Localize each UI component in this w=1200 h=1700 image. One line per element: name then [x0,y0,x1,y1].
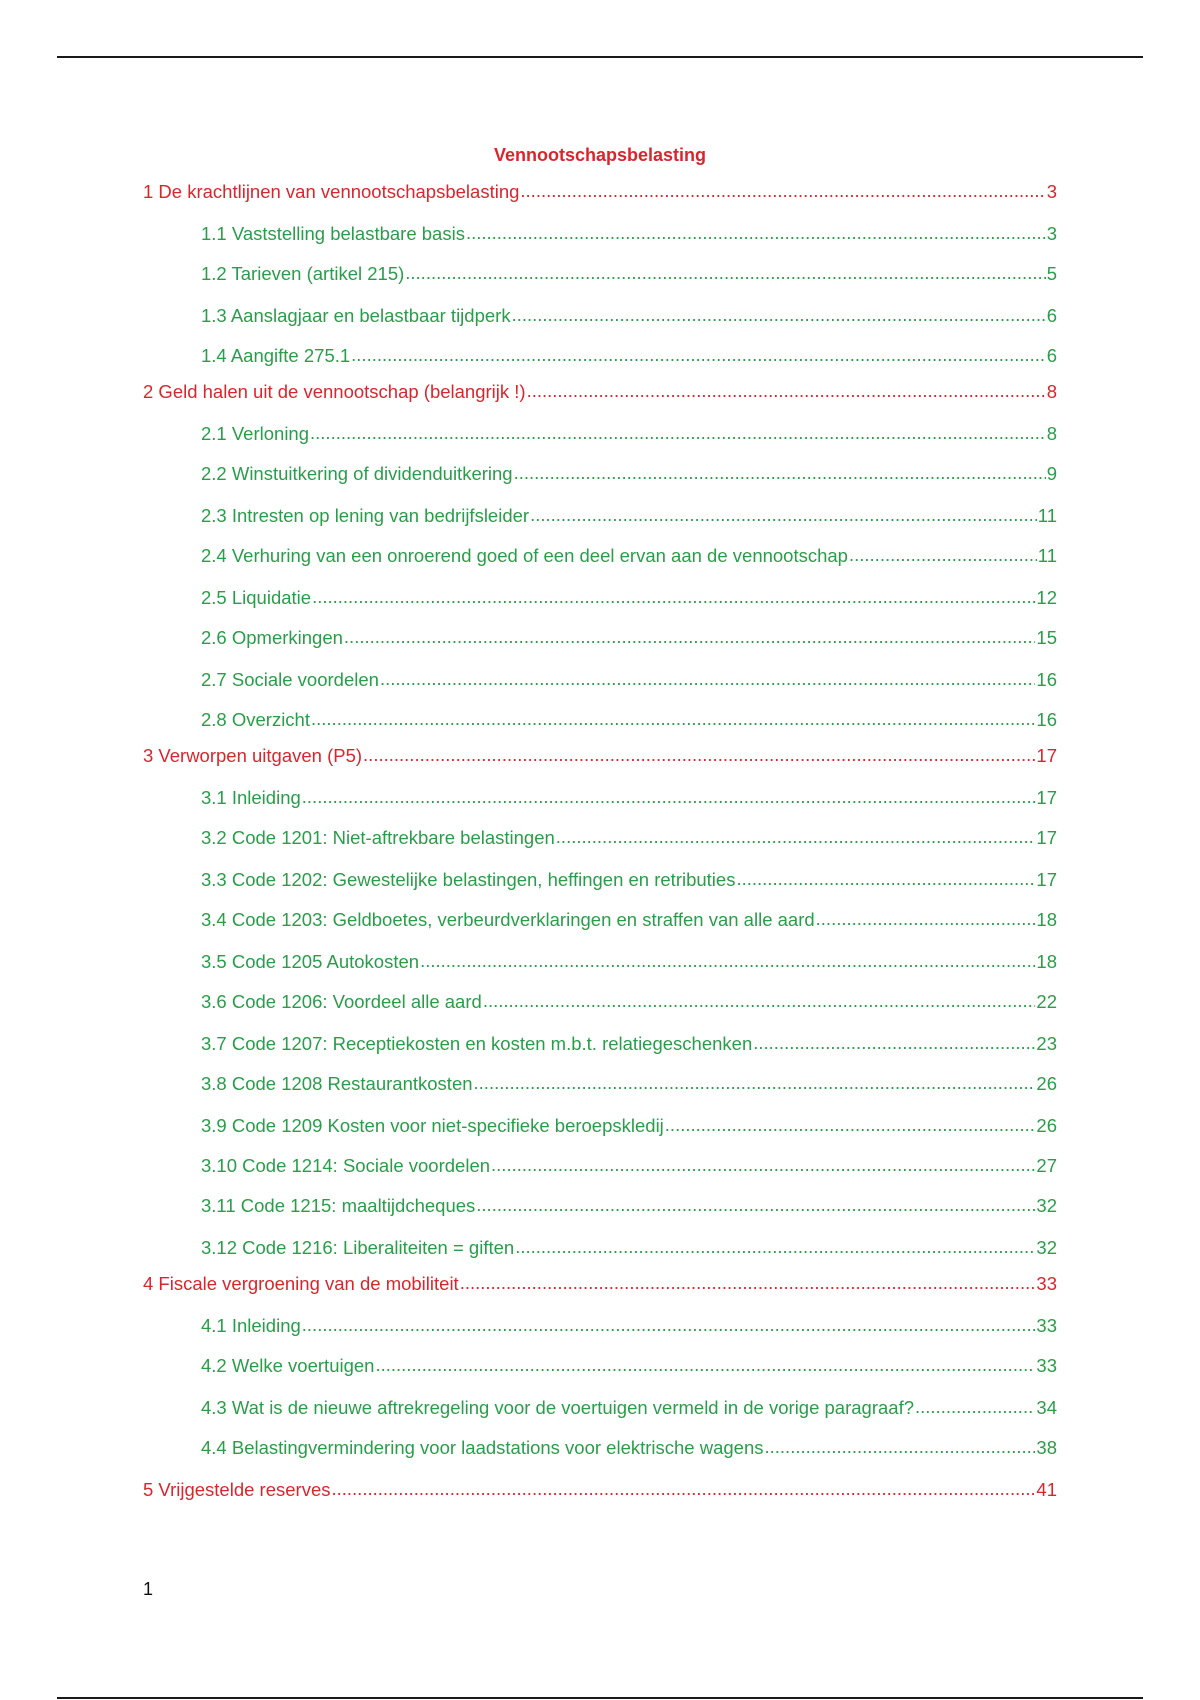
toc-entry-page-number: 34 [1036,1397,1057,1418]
toc-section-entry[interactable] [201,668,1057,692]
toc-dot-leader [331,1477,1035,1501]
toc-dot-leader [556,825,1036,849]
toc-dot-leader [380,667,1035,691]
toc-dot-leader [474,1071,1036,1095]
toc-entry-label: 4.4 Belastingvermindering voor laadstations voor elektrische wagens [201,1437,764,1458]
toc-entry-label: 5 Vrijgestelde reserves [143,1479,331,1500]
toc-entry-label: 3 Verworpen uitgaven (P5) [143,745,363,766]
toc-section-entry[interactable] [201,462,1057,486]
toc-entry-label: 1.3 Aanslagjaar en belastbaar tijdperk [201,305,511,326]
toc-section-entry[interactable] [201,826,1057,850]
toc-section-entry[interactable] [201,1314,1057,1338]
toc-entry-page-number: 22 [1036,991,1057,1012]
toc-entry-page-number: 8 [1046,423,1057,444]
toc-entry-page-number: 16 [1036,669,1057,690]
toc-dot-leader [310,421,1046,445]
toc-entry-page-number: 23 [1036,1033,1057,1054]
toc-entry-label: 3.2 Code 1201: Niet-aftrekbare belastingen [201,827,555,848]
toc-entry-page-number: 15 [1036,627,1057,648]
toc-entry-page-number: 32 [1036,1237,1057,1258]
toc-entry-page-number: 18 [1036,951,1057,972]
toc-entry-label: 1.2 Tarieven (artikel 215) [201,263,405,284]
toc-section-entry[interactable] [201,1032,1057,1056]
toc-section-entry[interactable] [201,262,1057,286]
toc-dot-leader [405,261,1045,285]
toc-dot-leader [527,379,1046,403]
toc-dot-leader [665,1113,1036,1137]
toc-dot-leader [515,1235,1035,1259]
toc-entry-page-number: 26 [1036,1073,1057,1094]
toc-section-entry[interactable] [201,544,1057,568]
toc-entry-page-number: 11 [1037,545,1057,566]
toc-dot-leader [520,179,1045,203]
toc-section-entry[interactable] [201,504,1057,528]
toc-section-entry[interactable] [201,1154,1057,1178]
toc-entry-page-number: 6 [1046,305,1057,326]
toc-dot-leader [302,785,1036,809]
toc-dot-leader [311,707,1035,731]
toc-section-entry[interactable] [201,908,1057,932]
toc-dot-leader [312,585,1035,609]
toc-entry-label: 2.7 Sociale voordelen [201,669,379,690]
toc-entry-label: 3.8 Code 1208 Restaurantkosten [201,1073,473,1094]
toc-section-entry[interactable] [201,422,1057,446]
toc-section-entry[interactable] [201,1354,1057,1378]
toc-entry-page-number: 6 [1046,345,1057,366]
toc-entry-label: 2.5 Liquidatie [201,587,312,608]
toc-section-entry[interactable] [201,1436,1057,1460]
toc-entry-page-number: 32 [1036,1195,1057,1216]
toc-section-entry[interactable] [201,708,1057,732]
toc-entry-page-number: 3 [1046,181,1057,202]
toc-entry-label: 3.5 Code 1205 Autokosten [201,951,420,972]
toc-dot-leader [420,949,1035,973]
toc-section-entry[interactable] [201,868,1057,892]
toc-entry-page-number: 17 [1036,745,1057,766]
page-number: 1 [143,1579,154,1599]
header-rule [57,56,1143,58]
toc-entry-page-number: 17 [1036,787,1057,808]
toc-dot-leader [363,743,1035,767]
toc-entry-page-number: 11 [1037,505,1057,526]
toc-chapter-entry[interactable] [143,180,1057,204]
toc-entry-label: 4.3 Wat is de nieuwe aftrekregeling voor de voertuigen vermeld in de vorige paragraaf? [201,1397,914,1418]
toc-section-entry[interactable] [201,786,1057,810]
toc-entry-label: 3.11 Code 1215: maaltijdcheques [201,1195,476,1216]
toc-chapter-entry[interactable] [143,744,1057,768]
toc-dot-leader [753,1031,1035,1055]
toc-entry-page-number: 27 [1036,1155,1057,1176]
toc-entry-page-number: 17 [1036,869,1057,890]
toc-entry-label: 4.1 Inleiding [201,1315,301,1336]
toc-entry-page-number: 41 [1036,1479,1057,1500]
toc-entry-label: 3.10 Code 1214: Sociale voordelen [201,1155,491,1176]
toc-entry-label: 2.6 Opmerkingen [201,627,343,648]
toc-section-entry[interactable] [201,586,1057,610]
toc-entry-label: 3.3 Code 1202: Gewestelijke belastingen, heffingen en retributies [201,869,736,890]
toc-dot-leader [816,907,1036,931]
toc-entry-label: 3.9 Code 1209 Kosten voor niet-specifieke beroepskledij [201,1115,664,1136]
toc-entry-page-number: 33 [1036,1315,1057,1336]
toc-entry-label: 1.4 Aangifte 275.1 [201,345,351,366]
toc-entry-page-number: 3 [1046,223,1057,244]
toc-entry-label: 3.12 Code 1216: Liberaliteiten = giften [201,1237,515,1258]
toc-dot-leader [460,1271,1036,1295]
toc-section-entry[interactable] [201,344,1057,368]
toc-section-entry[interactable] [201,990,1057,1014]
toc-dot-leader [736,867,1035,891]
toc-entry-label: 3.1 Inleiding [201,787,301,808]
toc-chapter-entry[interactable] [143,1272,1057,1296]
toc-dot-leader [466,221,1046,245]
toc-entry-page-number: 16 [1036,709,1057,730]
toc-entry-page-number: 5 [1046,263,1057,284]
toc-entry-label: 3.4 Code 1203: Geldboetes, verbeurdverklaringen en straffen van alle aard [201,909,815,930]
toc-section-entry[interactable] [201,1114,1057,1138]
toc-entry-page-number: 17 [1036,827,1057,848]
toc-section-entry[interactable] [201,1236,1057,1260]
toc-entry-label: 3.7 Code 1207: Receptiekosten en kosten m.b.t. relatiegeschenken [201,1033,753,1054]
toc-entry-page-number: 33 [1036,1273,1057,1294]
toc-entry-label: 4 Fiscale vergroening van de mobiliteit [143,1273,459,1294]
toc-entry-label: 2.2 Winstuitkering of dividenduitkering [201,463,513,484]
toc-section-entry[interactable] [201,626,1057,650]
toc-dot-leader [491,1153,1035,1177]
toc-entry-page-number: 18 [1036,909,1057,930]
toc-entry-label: 2.8 Overzicht [201,709,310,730]
toc-section-entry[interactable] [201,304,1057,328]
toc-dot-leader [375,1353,1035,1377]
toc-dot-leader [351,343,1046,367]
toc-section-entry[interactable] [201,222,1057,246]
toc-chapter-entry[interactable] [143,1478,1057,1502]
toc-dot-leader [514,461,1046,485]
toc-entry-label: 1 De krachtlijnen van vennootschapsbelasting [143,181,520,202]
document-title: Vennootschapsbelasting [493,145,707,165]
toc-entry-label: 4.2 Welke voertuigen [201,1355,375,1376]
toc-dot-leader [530,503,1037,527]
toc-dot-leader [915,1395,1035,1419]
toc-section-entry[interactable] [201,950,1057,974]
toc-dot-leader [512,303,1046,327]
toc-dot-leader [483,989,1036,1013]
toc-dot-leader [302,1313,1036,1337]
toc-entry-page-number: 12 [1036,587,1057,608]
toc-dot-leader [476,1193,1035,1217]
toc-entry-page-number: 38 [1036,1437,1057,1458]
toc-section-entry[interactable] [201,1194,1057,1218]
toc-dot-leader [849,543,1037,567]
toc-entry-label: 2 Geld halen uit de vennootschap (belangrijk !) [143,381,526,402]
toc-entry-label: 3.6 Code 1206: Voordeel alle aard [201,991,482,1012]
toc-entry-page-number: 26 [1036,1115,1057,1136]
toc-entry-label: 2.3 Intresten op lening van bedrijfsleider [201,505,530,526]
toc-dot-leader [344,625,1036,649]
toc-section-entry[interactable] [201,1396,1057,1420]
toc-entry-page-number: 33 [1036,1355,1057,1376]
toc-entry-page-number: 8 [1046,381,1057,402]
toc-entry-label: 2.4 Verhuring van een onroerend goed of een deel ervan aan de vennootschap [201,545,848,566]
toc-section-entry[interactable] [201,1072,1057,1096]
toc-chapter-entry[interactable] [143,380,1057,404]
toc-entry-page-number: 9 [1046,463,1057,484]
toc-dot-leader [765,1435,1036,1459]
toc-entry-label: 2.1 Verloning [201,423,310,444]
toc-entry-label: 1.1 Vaststelling belastbare basis [201,223,465,244]
footer-rule [57,1697,1143,1699]
